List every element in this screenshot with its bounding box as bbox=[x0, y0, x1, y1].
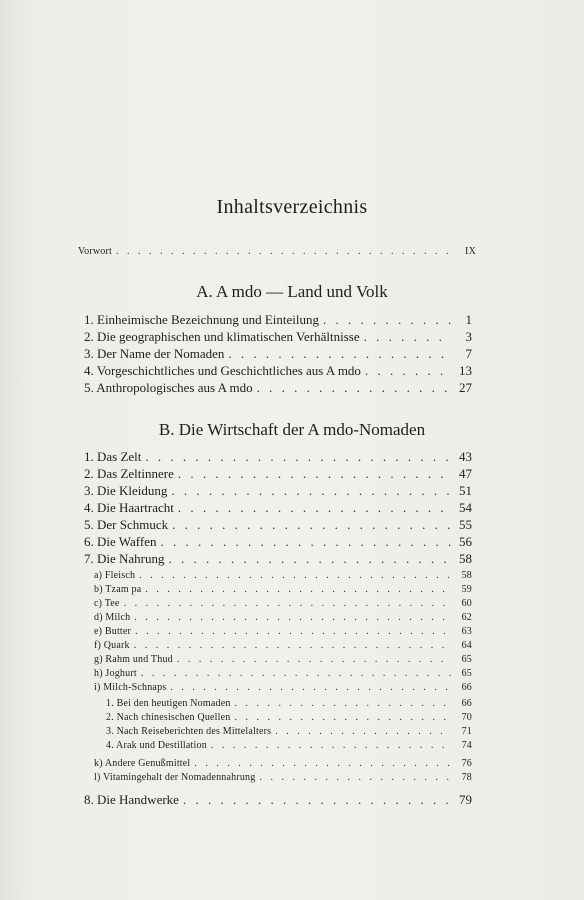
dot-leader bbox=[169, 551, 452, 567]
toc-entry-label: 2. Die geographischen und klimatischen Verhältnisse bbox=[84, 329, 360, 344]
toc-entry-label: e) Butter bbox=[94, 626, 132, 637]
toc-entry-page: 62 bbox=[461, 612, 472, 623]
toc-entry bbox=[84, 517, 472, 533]
toc-subentry bbox=[94, 626, 472, 637]
toc-entry-label: l) Vitamingehalt der Nomadennahrung bbox=[94, 772, 256, 783]
toc-entry-label: Vorwort bbox=[78, 246, 112, 257]
toc-subentry bbox=[94, 654, 472, 665]
dot-leader bbox=[178, 466, 452, 482]
toc-entry-label: 4. Arak und Destillation bbox=[106, 740, 207, 751]
toc-entry bbox=[84, 534, 472, 550]
dot-leader bbox=[145, 449, 452, 465]
dot-leader bbox=[145, 584, 452, 595]
toc-entry bbox=[84, 466, 472, 482]
toc-entry-page: 74 bbox=[461, 740, 472, 751]
toc-subsubentry bbox=[106, 740, 472, 751]
toc-entry-label: 3. Die Kleidung bbox=[84, 483, 168, 498]
dot-leader bbox=[235, 698, 452, 709]
toc-entry-label: 3. Der Name der Nomaden bbox=[84, 346, 225, 361]
toc-entry-page: 56 bbox=[459, 534, 472, 549]
toc-entry-page: 7 bbox=[465, 346, 472, 361]
toc-entry-label: 2. Nach chinesischen Quellen bbox=[106, 712, 231, 723]
toc-entry-page: 58 bbox=[459, 551, 472, 566]
section-b-heading: B. Die Wirtschaft der A mdo-Nomaden bbox=[158, 420, 426, 439]
toc-entry bbox=[84, 792, 472, 808]
toc-entry-page: 54 bbox=[459, 500, 472, 515]
toc-entry-page: 65 bbox=[461, 654, 472, 665]
toc-entry-page: 58 bbox=[461, 570, 472, 581]
dot-leader bbox=[178, 500, 452, 516]
dot-leader bbox=[170, 682, 452, 693]
toc-subsubentry bbox=[106, 698, 472, 709]
toc-entry-page: 70 bbox=[461, 712, 472, 723]
toc-entry bbox=[84, 449, 472, 465]
dot-leader bbox=[172, 517, 452, 533]
toc-entry-page: 64 bbox=[461, 640, 472, 651]
toc-entry-label: 6. Die Waffen bbox=[84, 534, 157, 549]
toc-subentry bbox=[94, 682, 472, 693]
toc-entry-label: d) Milch bbox=[94, 612, 131, 623]
toc-entry-label: i) Milch-Schnaps bbox=[94, 682, 167, 693]
toc-subentry bbox=[94, 584, 472, 595]
toc-entry-page: 59 bbox=[461, 584, 472, 595]
toc-entry-page: 66 bbox=[461, 682, 472, 693]
toc-entry-label: k) Andere Genußmittel bbox=[94, 758, 191, 769]
toc-entry-page: 60 bbox=[461, 598, 472, 609]
toc-entry-page: 79 bbox=[459, 792, 472, 807]
toc-subsubentry bbox=[106, 712, 472, 723]
toc-entry bbox=[84, 329, 472, 345]
toc-entry bbox=[84, 483, 472, 499]
toc-entry-label: h) Joghurt bbox=[94, 668, 137, 679]
toc-entry-page: 71 bbox=[461, 726, 472, 737]
dot-leader bbox=[124, 598, 452, 609]
toc-entry bbox=[84, 380, 472, 396]
dot-leader bbox=[323, 312, 452, 328]
dot-leader bbox=[134, 612, 452, 623]
toc-entry bbox=[84, 551, 472, 567]
toc-entry-page: 27 bbox=[459, 380, 472, 395]
toc-subentry bbox=[94, 772, 472, 783]
toc-entry-label: 8. Die Handwerke bbox=[84, 792, 179, 807]
dot-leader bbox=[134, 640, 452, 651]
dot-leader bbox=[228, 346, 452, 362]
toc-entry-page: 76 bbox=[461, 758, 472, 769]
toc-entry-label: 4. Die Haartracht bbox=[84, 500, 174, 515]
section-a-heading: A. A mdo — Land und Volk bbox=[196, 282, 388, 301]
toc-subentry bbox=[94, 640, 472, 651]
toc-entry-page: 65 bbox=[461, 668, 472, 679]
dot-leader bbox=[160, 534, 452, 550]
toc-entry bbox=[84, 312, 472, 328]
toc-subentry bbox=[94, 758, 472, 769]
toc-entry-page: 13 bbox=[459, 363, 472, 378]
toc-entry-label: f) Quark bbox=[94, 640, 130, 651]
dot-leader bbox=[135, 626, 452, 637]
toc-entry-label: 2. Das Zeltinnere bbox=[84, 466, 174, 481]
dot-leader bbox=[257, 380, 452, 396]
dot-leader bbox=[141, 668, 452, 679]
toc-entry-preface bbox=[78, 246, 476, 257]
dot-leader bbox=[171, 483, 452, 499]
toc-entry-page: 47 bbox=[459, 466, 472, 481]
dot-leader bbox=[177, 654, 452, 665]
dot-leader bbox=[365, 363, 452, 379]
toc-entry-label: 1. Einheimische Bezeichnung und Einteilung bbox=[84, 312, 320, 327]
dot-leader bbox=[275, 726, 452, 737]
dot-leader bbox=[259, 772, 452, 783]
toc-entry-page: 66 bbox=[461, 698, 472, 709]
toc-entry bbox=[84, 500, 472, 516]
toc-entry-label: 3. Nach Reiseberichten des Mittelalters bbox=[106, 726, 272, 737]
dot-leader bbox=[194, 758, 452, 769]
toc-entry-label: 4. Vorgeschichtliches und Geschichtliches aus A mdo bbox=[84, 363, 361, 378]
toc-entry-page: 1 bbox=[465, 312, 472, 327]
toc-entry-page: 78 bbox=[461, 772, 472, 783]
toc-entry-page: 43 bbox=[459, 449, 472, 464]
dot-leader bbox=[183, 792, 452, 808]
toc-entry-page: 51 bbox=[459, 483, 472, 498]
toc-subentry bbox=[94, 668, 472, 679]
toc-entry-label: 5. Anthropologisches aus A mdo bbox=[84, 380, 253, 395]
toc-entry-page: 55 bbox=[459, 517, 472, 532]
toc-entry bbox=[84, 346, 472, 362]
toc-entry-label: a) Fleisch bbox=[94, 570, 136, 581]
toc-entry-label: g) Rahm und Thud bbox=[94, 654, 173, 665]
toc-subentry bbox=[94, 598, 472, 609]
toc-subsubentry bbox=[106, 726, 472, 737]
toc-title: Inhaltsverzeichnis bbox=[216, 196, 368, 218]
toc-entry-label: 1. Das Zelt bbox=[84, 449, 142, 464]
dot-leader bbox=[364, 329, 452, 345]
toc-entry-page: IX bbox=[465, 246, 476, 257]
toc-entry-label: b) Tzam pa bbox=[94, 584, 142, 595]
toc-entry bbox=[84, 363, 472, 379]
toc-subentry bbox=[94, 570, 472, 581]
dot-leader bbox=[211, 740, 452, 751]
toc-entry-page: 63 bbox=[461, 626, 472, 637]
dot-leader bbox=[234, 712, 452, 723]
toc-entry-label: c) Tee bbox=[94, 598, 120, 609]
toc-subentry bbox=[94, 612, 472, 623]
toc-entry-label: 7. Die Nahrung bbox=[84, 551, 165, 566]
toc-entry-page: 3 bbox=[465, 329, 472, 344]
toc-entry-label: 1. Bei den heutigen Nomaden bbox=[106, 698, 231, 709]
toc-entry-label: 5. Der Schmuck bbox=[84, 517, 169, 532]
dot-leader bbox=[116, 246, 456, 257]
dot-leader bbox=[139, 570, 452, 581]
